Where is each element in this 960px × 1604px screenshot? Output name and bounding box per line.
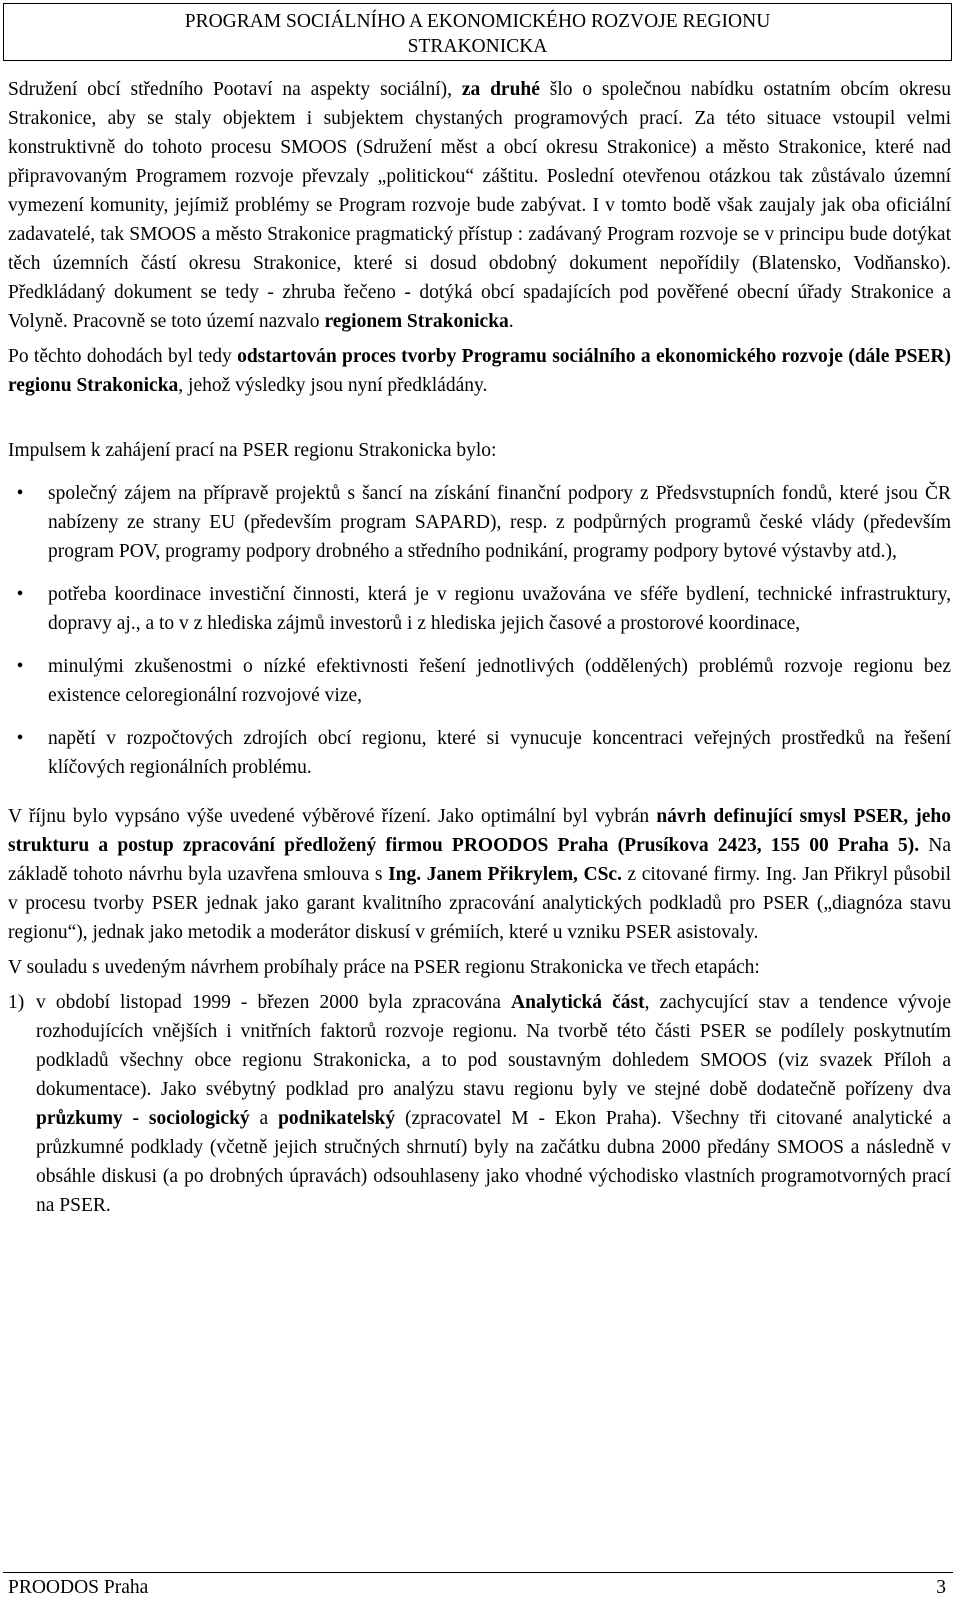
paragraph-3: Impulsem k zahájení prací na PSER regionu Strakonicka bylo:: [8, 440, 497, 461]
p2-text-c: , jehož výsledky jsou nyní předkládány.: [178, 375, 488, 396]
bullet-icon: •: [16, 584, 24, 605]
list-item: [8, 479, 951, 566]
paragraph-5: V souladu s uvedeným návrhem probíhaly práce na PSER regionu Strakonicka ve třech etapách:: [8, 957, 760, 978]
list-item-text: napětí v rozpočtových zdrojích obcí regionu, které si vynucuje koncentraci veřejných prostředků na řešení klíčových regionálních problému.: [48, 728, 951, 778]
stage1-text-a: v období listopad 1999 - březen 2000 byla zpracována: [36, 992, 512, 1013]
stage1-text-e: a: [249, 1108, 279, 1129]
footer-publisher: PROODOS Praha: [8, 1577, 149, 1598]
bullet-icon: •: [16, 483, 24, 504]
stage1-text-c: , zachycující stav a tendence vývoje rozhodujících vnějších i vnitřních faktorů rozvoje regionu. Na tvorbě této části PSER se podílely poskytnutím podkladů všechny obce regionu Strakonicka, a to pod soustavným dohledem SMOOS (viz svazek Příloh a dokumentace). Jako svébytný podklad pro analýzu stavu regionu byly ve stejné době dodatečně pořízeny dva: [36, 992, 951, 1100]
header-title-line1: PROGRAM SOCIÁLNÍHO A EKONOMICKÉHO ROZVOJE REGIONU: [184, 11, 771, 32]
list-item: [8, 580, 951, 638]
impulse-list: [8, 479, 951, 782]
bullet-icon: •: [16, 656, 24, 677]
paragraph-2: [8, 342, 951, 400]
document-body: [8, 75, 951, 1220]
p1-bold-b: za druhé: [461, 79, 540, 100]
p4-text-a: V říjnu bylo vypsáno výše uvedené výběrové řízení. Jako optimální byl vybrán: [8, 806, 657, 827]
paragraph-4: [8, 802, 951, 947]
list-item: [8, 652, 951, 710]
p1-text-e: .: [508, 311, 514, 332]
paragraph-1: [8, 75, 951, 336]
bullet-icon: •: [16, 728, 24, 749]
p4-text-e: z citované firmy. Ing. Jan Přikryl působil v procesu tvorby PSER jednak jako garant kvalitního zpracování analytických podkladů pro PSER („diagnóza stavu regionu“), jednak jako metodik a moderátor diskusí v grémiích, které u vzniku PSER asistovaly.: [8, 864, 952, 943]
p1-text-a: Sdružení obcí středního Pootaví na aspekty sociální),: [8, 79, 462, 100]
stages-list: [8, 988, 951, 1220]
p2-bold-b: odstartován proces tvorby Programu sociálního a ekonomického rozvoje (dále PSER) regionu Strakonicka: [8, 346, 952, 396]
p2-text-a: Po těchto dohodách byl tedy: [8, 346, 238, 367]
stage1-text-g: (zpracovatel M - Ekon Praha). Všechny tři citované analytické a průzkumné podklady (včetně jejich stručných shrnutí) byly na začátku dubna 2000 předány SMOOS a následně v obsáhle diskusi (a po drobných úpravách) odsouhlaseny jako vhodné východisko vlastních programotvorných prací na PSER.: [36, 1108, 951, 1216]
list-item: [8, 988, 951, 1220]
list-item-text: potřeba koordinace investiční činnosti, která je v regionu uvažována ve sféře bydlení, technické infrastruktury, dopravy aj., a to v z hlediska zájmů investorů i z hlediska jejich časové a prostorové koordinace,: [48, 584, 951, 634]
footer-divider: [3, 1572, 953, 1573]
stage1-bold-f: podnikatelský: [278, 1108, 396, 1129]
p1-text-c: šlo o společnou nabídku ostatním obcím okresu Strakonice, aby se staly objektem i subjektem chystaných programových prací. Za této situace vstoupil velmi konstruktivně do tohoto procesu SMOOS (Sdružení měst a obcí okresu Strakonice) a město Strakonice, které nad připravovaným Programem rozvoje převzaly „politickou“ záštitu. Poslední otevřenou otázkou tak zůstávalo územní vymezení komunity, jejímiž problémy se Program rozvoje bude zabývat. I v tomto bodě však zaujaly jak oba oficiální zadavatelé, tak SMOOS a město Strakonice pragmatický přístup : zadávaný Program rozvoje se v principu bude dotýkat těch územních částí okresu Strakonice, které si dosud obdobný dokument nepořídily (Blatensko, Vodňansko). Předkládaný dokument se tedy - zhruba řečeno - dotýká obcí spadajících pod pověřené obecní úřady Strakonice a Volyně. Pracovně se toto území nazvalo: [8, 79, 951, 332]
list-number: 1): [8, 992, 25, 1013]
p4-bold-b: návrh definující smysl PSER, jeho strukturu a postup zpracování předložený firmou PROODOS Praha (Prusíkova 2423, 155 00 Praha 5).: [8, 806, 951, 856]
p1-bold-d: regionem Strakonicka: [324, 311, 509, 332]
stage1-bold-d: průzkumy - sociologický: [36, 1108, 250, 1129]
list-item: [8, 724, 951, 782]
stage1-bold-b: Analytická část: [511, 992, 645, 1013]
p4-bold-d: Ing. Janem Přikrylem, CSc.: [388, 864, 622, 885]
header-title-line2: STRAKONICKA: [407, 36, 548, 57]
page-number: 3: [936, 1577, 946, 1598]
page-header: [3, 3, 952, 61]
list-item-text: společný zájem na přípravě projektů s šancí na získání finanční podpory z Předsvstupních fondů, které jsou ČR nabízeny ze strany EU (především program SAPARD), resp. z podpůrných programů české vlády (především program POV, programy podpory drobného a středního podnikání, programy podpory bytové výstavby atd.),: [48, 483, 951, 562]
p4-text-c: Na základě tohoto návrhu byla uzavřena smlouva s: [8, 835, 951, 885]
list-item-text: minulými zkušenostmi o nízké efektivnosti řešení jednotlivých (oddělených) problémů rozvoje regionu bez existence celoregionální rozvojové vize,: [48, 656, 951, 706]
